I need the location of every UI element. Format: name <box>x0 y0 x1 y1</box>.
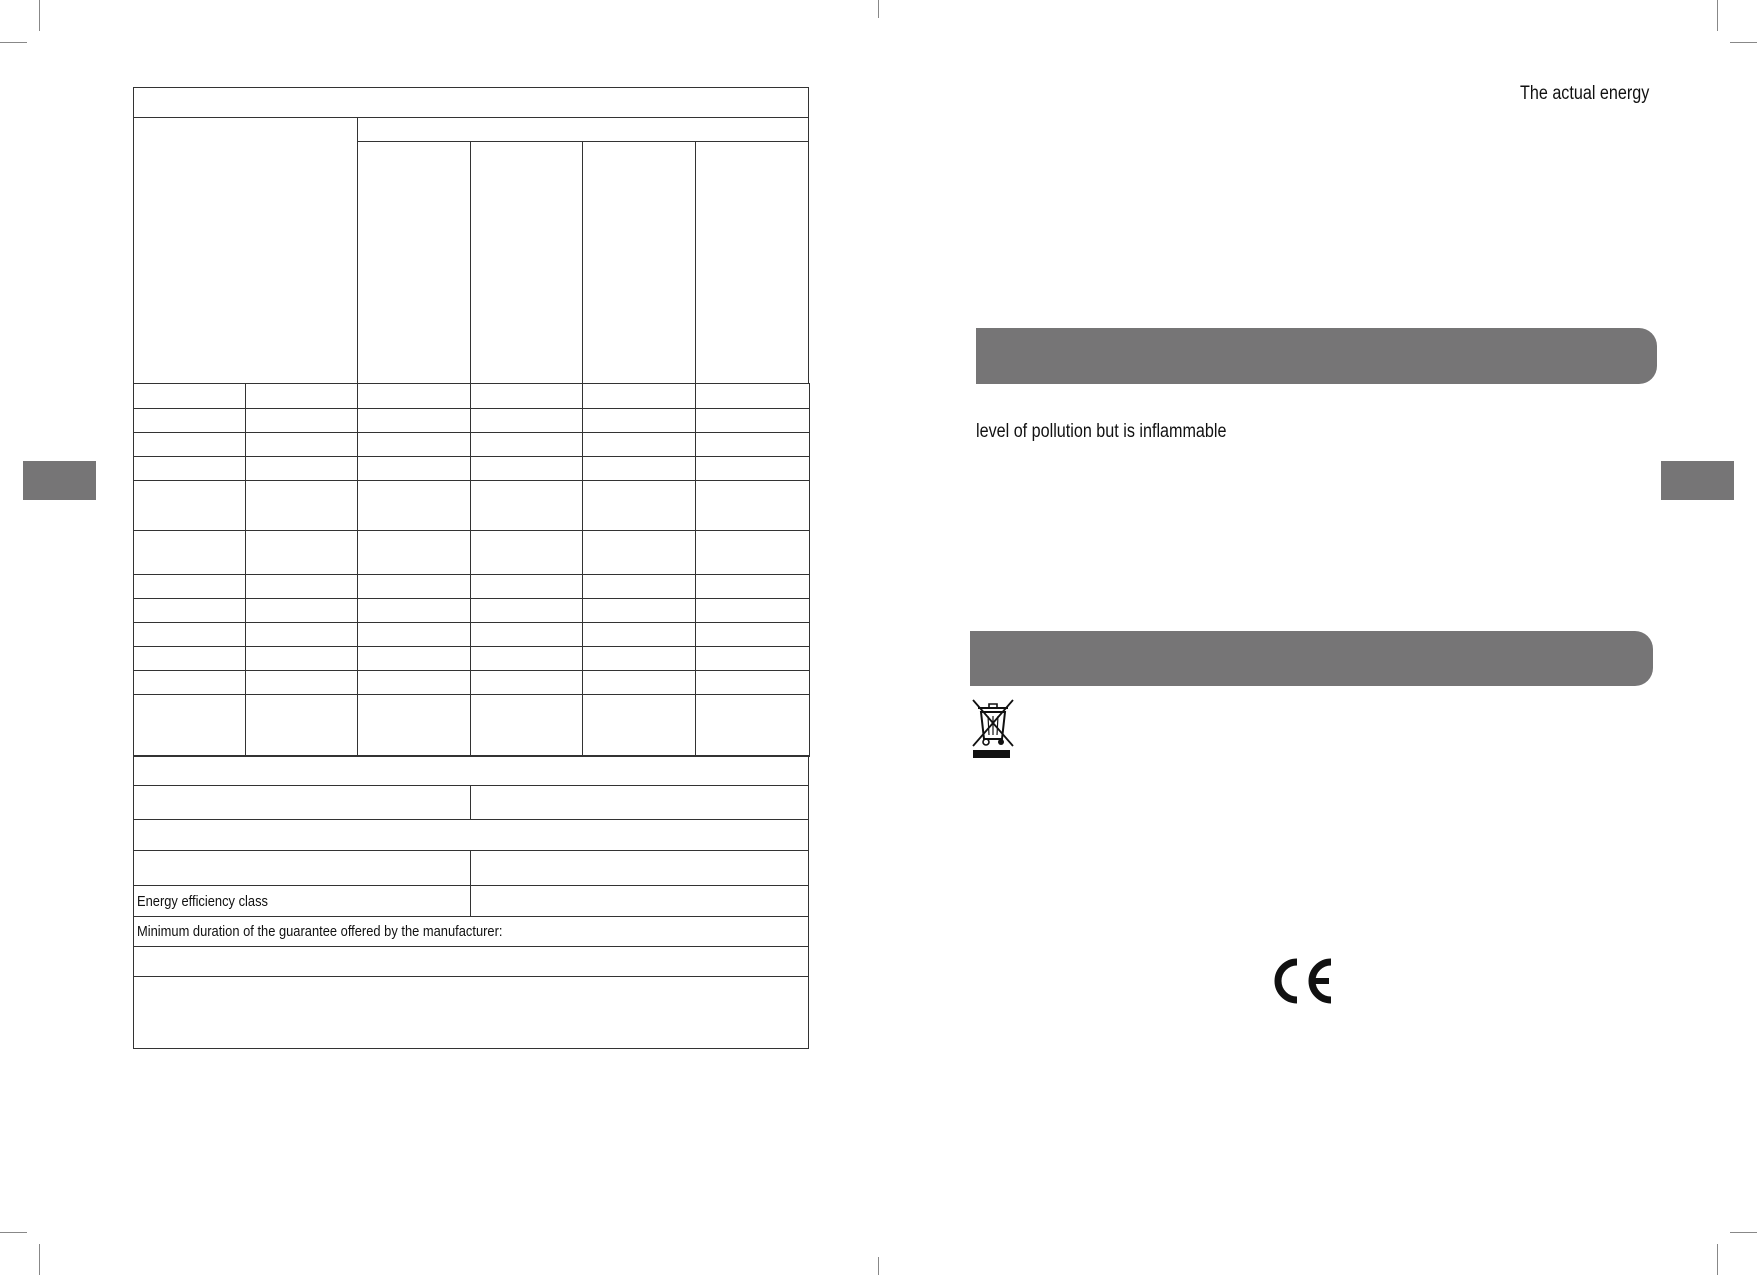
table-split-row-left <box>133 850 471 886</box>
left-side-tab <box>23 461 96 500</box>
table-cell <box>582 622 696 647</box>
table-full-row <box>133 819 809 851</box>
crop-mark <box>39 1244 40 1275</box>
table-cell <box>695 408 810 433</box>
table-cell <box>133 383 246 409</box>
table-cell <box>695 694 810 757</box>
table-cell <box>245 408 358 433</box>
crop-mark <box>0 1232 27 1233</box>
crossed-out-wheelie-bin-icon <box>970 696 1016 758</box>
table-cell <box>470 480 583 531</box>
table-cell <box>357 646 471 671</box>
table-cell <box>133 408 246 433</box>
table-cell <box>133 480 246 531</box>
ce-mark-icon <box>1271 957 1337 1005</box>
crop-mark <box>878 0 879 18</box>
table-header-col-cell <box>695 141 809 384</box>
table-cell <box>357 670 471 695</box>
crop-mark <box>1730 1232 1757 1233</box>
table-header-left-cell <box>133 117 358 384</box>
table-cell <box>133 456 246 481</box>
crop-mark <box>39 0 40 31</box>
table-cell <box>695 574 810 599</box>
section-heading-bar <box>976 328 1657 384</box>
table-cell <box>695 530 810 575</box>
table-cell <box>245 383 358 409</box>
table-cell <box>470 383 583 409</box>
table-cell <box>357 598 471 623</box>
table-title-cell <box>133 87 809 118</box>
table-cell <box>133 622 246 647</box>
energy-efficiency-class-value <box>470 885 809 917</box>
pollution-note-text: level of pollution but is inflammable <box>976 421 1227 442</box>
crop-mark <box>878 1257 879 1275</box>
table-cell <box>582 408 696 433</box>
table-cell <box>582 383 696 409</box>
table-cell <box>245 480 358 531</box>
table-cell <box>357 574 471 599</box>
table-cell <box>133 646 246 671</box>
table-cell <box>245 646 358 671</box>
table-cell <box>470 694 583 757</box>
table-cell <box>695 670 810 695</box>
table-cell <box>582 432 696 457</box>
table-cell <box>695 598 810 623</box>
table-cell <box>470 408 583 433</box>
table-header-group-cell <box>357 117 809 142</box>
table-cell <box>582 530 696 575</box>
section-heading-bar <box>970 631 1653 686</box>
table-header-col-cell <box>357 141 471 384</box>
table-split-row-left <box>133 785 471 820</box>
table-cell <box>245 694 358 757</box>
table-cell <box>133 598 246 623</box>
guarantee-duration-text: Minimum duration of the guarantee offered by the manufacturer: <box>137 923 503 940</box>
table-cell <box>133 670 246 695</box>
table-cell <box>470 598 583 623</box>
table-cell <box>357 530 471 575</box>
table-cell <box>695 383 810 409</box>
table-cell <box>357 694 471 757</box>
crop-mark <box>1717 1244 1718 1275</box>
table-cell <box>357 480 471 531</box>
table-cell <box>695 480 810 531</box>
table-cell <box>695 432 810 457</box>
crop-mark <box>1730 42 1757 43</box>
table-cell <box>133 694 246 757</box>
table-cell <box>357 622 471 647</box>
table-cell <box>133 432 246 457</box>
table-cell <box>245 574 358 599</box>
guarantee-duration-row <box>133 916 809 947</box>
table-cell <box>695 456 810 481</box>
table-cell <box>357 432 471 457</box>
table-cell <box>470 530 583 575</box>
right-side-tab <box>1661 461 1734 500</box>
table-cell <box>695 646 810 671</box>
table-cell <box>470 622 583 647</box>
table-cell <box>470 432 583 457</box>
table-cell <box>470 670 583 695</box>
energy-efficiency-class-label <box>133 885 471 917</box>
table-footer-row <box>133 976 809 1049</box>
spec-table <box>133 87 809 1049</box>
table-cell <box>245 456 358 481</box>
table-cell <box>133 574 246 599</box>
table-cell <box>245 598 358 623</box>
table-cell <box>582 574 696 599</box>
table-cell <box>582 646 696 671</box>
table-cell <box>582 694 696 757</box>
table-split-row-right <box>470 785 809 820</box>
table-cell <box>357 408 471 433</box>
energy-note-fragment: The actual energy <box>1520 83 1650 104</box>
table-cell <box>470 456 583 481</box>
table-cell <box>470 646 583 671</box>
table-header-col-cell <box>582 141 696 384</box>
table-split-row-right <box>470 850 809 886</box>
table-cell <box>245 670 358 695</box>
table-cell <box>582 480 696 531</box>
crop-mark <box>1717 0 1718 31</box>
energy-efficiency-class-text: Energy efficiency class <box>137 892 268 910</box>
table-cell <box>470 574 583 599</box>
table-cell <box>133 530 246 575</box>
table-cell <box>245 530 358 575</box>
table-full-row <box>133 755 809 786</box>
crop-mark <box>0 42 27 43</box>
table-cell <box>582 670 696 695</box>
table-cell <box>582 456 696 481</box>
table-cell <box>582 598 696 623</box>
table-cell <box>357 456 471 481</box>
table-cell <box>245 432 358 457</box>
table-cell <box>695 622 810 647</box>
table-full-row <box>133 946 809 977</box>
table-header-col-cell <box>470 141 583 384</box>
table-cell <box>357 383 471 409</box>
table-cell <box>245 622 358 647</box>
